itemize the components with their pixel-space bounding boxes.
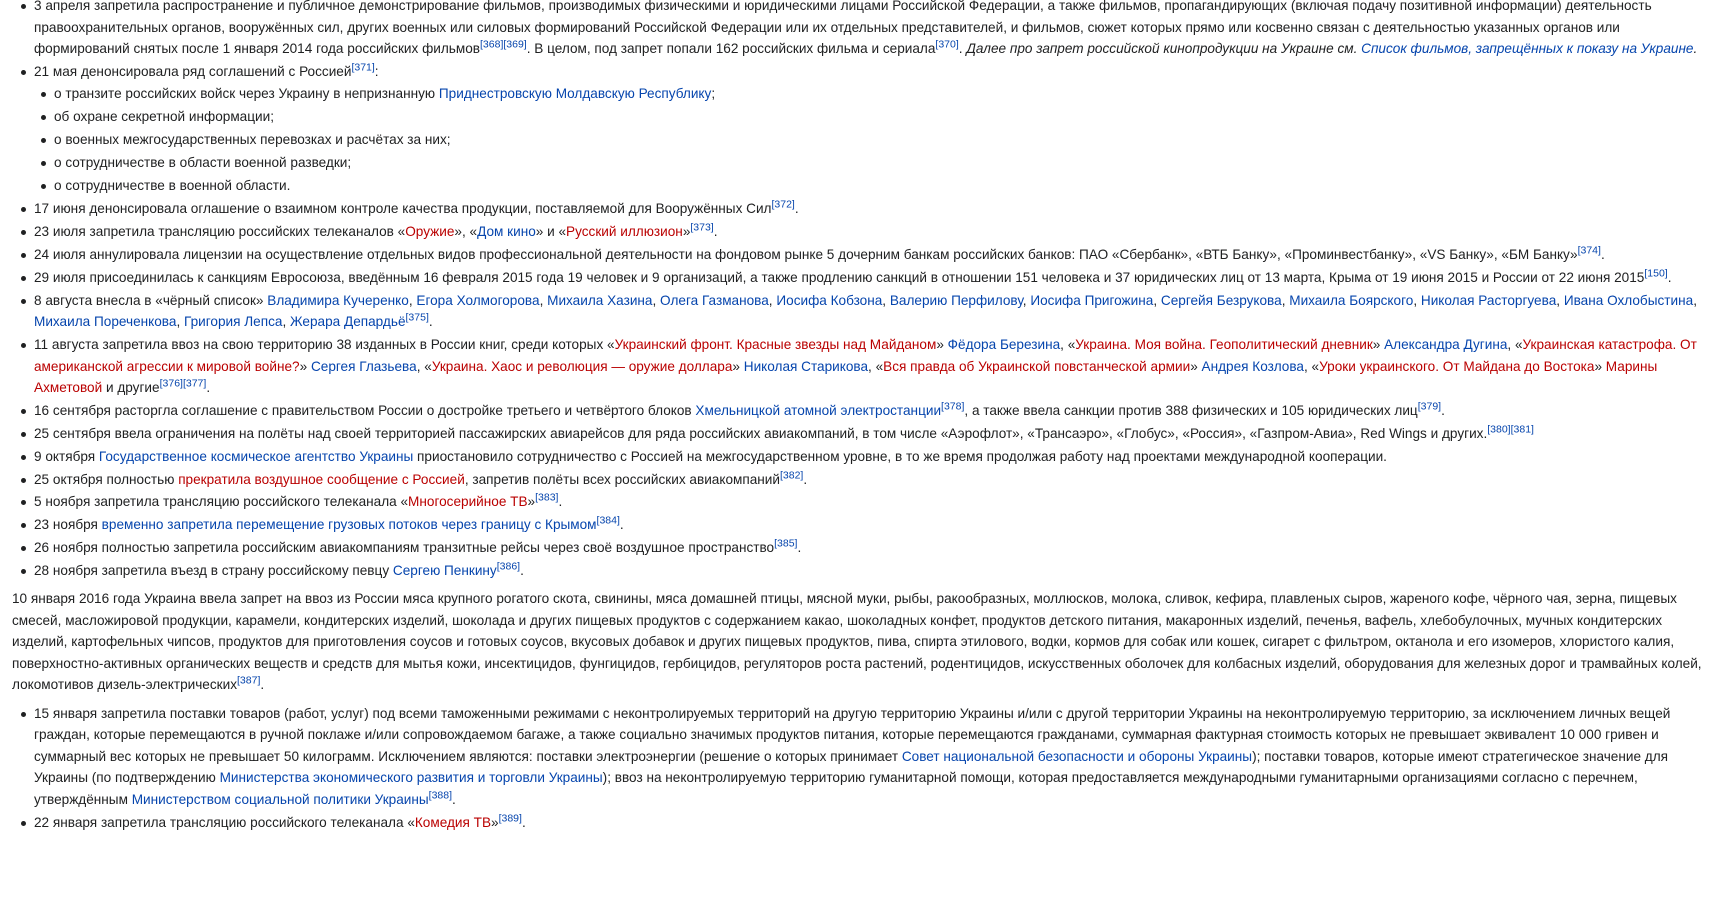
list-item xyxy=(34,267,1710,289)
wiki-link[interactable]: Михаила Пореченкова xyxy=(34,314,177,330)
wiki-link[interactable]: Александра Дугина xyxy=(1384,337,1508,353)
wiki-link[interactable]: Николая Расторгуева xyxy=(1420,292,1557,308)
sub-list xyxy=(34,83,1710,196)
text-span: . xyxy=(520,562,524,578)
food-ban-paragraph xyxy=(12,588,1710,696)
wiki-link[interactable]: Михаила Боярского xyxy=(1289,292,1414,308)
text-span: . xyxy=(1667,269,1672,285)
text-span: » xyxy=(936,337,948,353)
reference-sup xyxy=(406,312,429,324)
text-span: . xyxy=(452,791,456,807)
reference-sup xyxy=(774,538,797,550)
wiki-link[interactable]: Совет национальной безопасности и обороны Украины xyxy=(901,748,1253,764)
wiki-link[interactable]: Владимира Кучеренко xyxy=(267,292,409,308)
list-item xyxy=(34,446,1710,468)
text-span: » xyxy=(527,494,536,510)
text-span: , xyxy=(1281,292,1290,308)
text-span: 23 июля запретила трансляцию российских телеканалов « xyxy=(34,224,406,240)
reference-link[interactable]: [381] xyxy=(1510,423,1534,436)
list-item xyxy=(34,221,1710,243)
text-span: 16 сентября расторгла соглашение с правительством России о достройке третьего и четвёртого блоков xyxy=(34,402,696,418)
list-item xyxy=(34,423,1710,445)
reference-link[interactable]: [378] xyxy=(941,400,965,413)
wiki-link[interactable]: Жерара Депардьё xyxy=(290,314,406,330)
text-span: , « xyxy=(868,358,884,374)
text-span: , xyxy=(882,292,890,308)
text-span: 15 января запретила поставки товаров (работ, услуг) под всеми таможенными режимами с неконтролируемых территорий на другую территорию Украины и/или с другой территории Украины на неконтролируемую территорию, за исключением личных вещей граждан, которые перемещаются в ручной поклаже и/или сопровождаемом багаже, а также социально значимых продуктов питания, которые перемещаются гражданами, суммарная фактурная стоимость которых не превышает эквивалент 10 000 гривен и суммарный вес которых не превышает 50 килограмм. Исключением являются: поставки электроэнергии (решение о которых принимает xyxy=(34,705,1671,764)
redlink[interactable]: Украинская катастрофа. От американской агрессии к мировой войне? xyxy=(34,337,1697,374)
text-span: ); поставки товаров, которые имеют стратегическое значение для Украины (по подтверждению xyxy=(34,748,1669,786)
reference-sup xyxy=(499,812,522,824)
text-span: , « xyxy=(1303,358,1320,374)
text-span: , а также ввела санкции против 388 физических и 105 юридических лиц xyxy=(964,402,1418,418)
reference-link[interactable]: [388] xyxy=(428,789,453,802)
wiki-link[interactable]: Григория Лепса xyxy=(184,314,283,330)
list-item xyxy=(34,812,1710,834)
list-item xyxy=(34,514,1710,536)
text-span: 29 июля присоединилась к санкциям Евросоюза, введённым 16 февраля 2015 года 19 человек и 9 организаций, а также продлению санкций в отношении 151 человека и 37 юридических лиц от 13 марта, Крыма от 19 июня 2015 и России от 22 июня 2015 xyxy=(34,269,1645,285)
redlink[interactable]: Уроки украинского. От Майдана до Востока xyxy=(1319,358,1595,374)
text-span: » xyxy=(491,814,499,830)
wiki-link[interactable]: Иосифа Кобзона xyxy=(776,292,883,308)
reference-sup xyxy=(772,199,795,211)
wiki-link[interactable]: Сергею Пенкину xyxy=(392,562,497,578)
text-span: . xyxy=(260,677,265,693)
text-span: . xyxy=(1441,402,1445,418)
wiki-link[interactable]: Сергея Глазьева xyxy=(310,358,417,374)
reference-sup xyxy=(935,38,958,50)
reference-link[interactable]: [380] xyxy=(1487,423,1511,436)
reference-link[interactable]: [369] xyxy=(503,38,527,51)
text-span: » и « xyxy=(535,224,567,240)
redlink[interactable]: Вся правда об Украинской повстанческой армии xyxy=(883,358,1191,374)
text-span: , xyxy=(282,314,291,330)
wiki-link[interactable]: Государственное космическое агентство Украины xyxy=(98,448,414,464)
redlink[interactable]: Многосерийное ТВ xyxy=(408,494,528,510)
text-span: , xyxy=(1693,292,1697,308)
redlink[interactable]: Комедия ТВ xyxy=(414,814,492,830)
redlink[interactable]: Русский иллюзион xyxy=(566,224,683,240)
reference-link[interactable]: [150] xyxy=(1644,267,1668,280)
text-span: 26 ноября полностью запретила российским авиакомпаниям транзитные рейсы через своё воздушное пространство xyxy=(34,540,775,556)
reference-link[interactable]: [371] xyxy=(351,61,375,74)
wiki-link[interactable]: Иосифа Пригожина xyxy=(1030,292,1154,308)
text-span: . xyxy=(1600,247,1605,263)
reference-link[interactable]: [382] xyxy=(779,469,804,481)
reference-link[interactable]: [373] xyxy=(690,221,714,234)
sub-list-item xyxy=(54,83,1710,105)
wiki-link[interactable]: Валерию Перфилову xyxy=(889,292,1023,308)
wiki-link[interactable]: Николая Старикова xyxy=(743,358,869,374)
wiki-link[interactable]: Фёдора Березина xyxy=(947,337,1061,353)
redlink[interactable]: Украина. Хаос и революция — оружие доллара xyxy=(431,358,733,374)
text-span: 22 января запретила трансляцию российского телеканала « xyxy=(34,814,415,830)
list-item xyxy=(34,244,1710,266)
text-span: о сотрудничестве в области военной разведки; xyxy=(54,154,352,170)
reference-link[interactable]: [377] xyxy=(182,377,207,390)
redlink[interactable]: Марины Ахметовой xyxy=(34,358,1658,396)
text-span: , xyxy=(176,314,184,330)
text-span: 28 ноября запретила въезд в страну российскому певцу xyxy=(34,562,393,578)
redlink[interactable]: Оружие xyxy=(405,224,455,240)
sanctions-list-2016 xyxy=(12,703,1710,833)
wiki-link[interactable]: Список фильмов, запрещённых к показу на Украине xyxy=(1361,41,1694,56)
text-span: о сотрудничестве в военной области. xyxy=(54,177,291,193)
reference-sup xyxy=(237,675,260,687)
text-span: , xyxy=(1556,292,1564,308)
text-span: . xyxy=(713,224,718,240)
reference-sup xyxy=(941,400,964,412)
text-span: » xyxy=(299,358,311,374)
reference-sup xyxy=(1418,400,1441,412)
text-span: . xyxy=(958,41,967,56)
list-item xyxy=(34,560,1710,582)
list-item xyxy=(34,334,1710,399)
text-span: 25 октября полностью xyxy=(34,471,179,487)
text-span: » xyxy=(682,224,691,240)
list-item xyxy=(34,61,1710,196)
text-span: » xyxy=(1190,358,1202,374)
text-span: . xyxy=(794,201,799,217)
list-item xyxy=(34,0,1710,60)
text-span: 23 ноября xyxy=(34,517,102,533)
wiki-link[interactable]: Андрея Козлова xyxy=(1201,358,1304,374)
reference-sup xyxy=(535,492,558,504)
text-span: 24 июля аннулировала лицензии на осуществление отдельных видов профессиональной деятельности на фондовом рынке 5 дочерним банкам российских банков: ПАО «Сбербанк», «ВТБ Банку», «Проминвестбанку», «VS Банку», «БМ Банку» xyxy=(34,247,1578,263)
italic-note: . xyxy=(1693,41,1698,56)
text-span: : xyxy=(374,63,379,79)
text-span: 5 ноября запретила трансляцию российского телеканала « xyxy=(34,494,409,510)
text-span: , xyxy=(1153,292,1161,308)
reference-sup xyxy=(780,469,803,481)
text-span: . В целом, под запрет попали 162 российских фильма и сериала xyxy=(526,41,936,56)
text-span: приостановило сотрудничество с Россией на межгосударственном уровне, в то же время продолжая работу над проектами международной кооперации. xyxy=(413,448,1387,464)
list-item xyxy=(34,703,1710,811)
wiki-link[interactable]: Министерства экономического развития и торговли Украины xyxy=(219,770,603,786)
reference-sup xyxy=(690,222,713,234)
redlink[interactable]: прекратила воздушное сообщение с Россией xyxy=(178,471,465,487)
text-span: , « xyxy=(1060,337,1076,353)
text-span: » xyxy=(732,358,744,374)
wiki-link[interactable]: Хмельницкой атомной электростанции xyxy=(695,402,942,418)
reference-link[interactable]: [386] xyxy=(496,560,521,573)
text-span: » xyxy=(1372,337,1385,353)
italic-note: Далее про запрет российской кинопродукции на Украине см. xyxy=(966,41,1362,56)
list-item xyxy=(34,537,1710,559)
reference-sup xyxy=(1578,244,1601,256)
text-span: . xyxy=(797,540,802,556)
reference-link[interactable]: [383] xyxy=(535,491,559,504)
text-span: 8 августа внесла в «чёрный список» xyxy=(34,292,268,308)
text-span: . xyxy=(206,380,211,396)
text-span: , xyxy=(1022,292,1031,308)
reference-link[interactable]: [384] xyxy=(596,514,620,527)
wiki-link[interactable]: Егора Холмогорова xyxy=(416,292,540,308)
reference-sup xyxy=(497,560,520,572)
list-item xyxy=(34,491,1710,513)
text-span: , xyxy=(768,292,777,308)
text-span: о военных межгосударственных перевозках и расчётах за них; xyxy=(54,132,451,148)
text-span: , xyxy=(539,292,548,308)
text-span: , запретив полёты всех российских авиакомпаний xyxy=(464,471,780,487)
reference-link[interactable]: [375] xyxy=(405,311,429,324)
wiki-link[interactable]: Михаила Хазина xyxy=(547,292,653,308)
reference-link[interactable]: [368] xyxy=(480,38,504,51)
list-item xyxy=(34,400,1710,422)
text-span: , « xyxy=(1507,337,1523,353)
text-span: ; xyxy=(711,86,716,102)
text-span: », « xyxy=(454,224,478,240)
reference-sup xyxy=(1511,423,1534,435)
reference-link[interactable]: [370] xyxy=(935,38,959,51)
text-span: . xyxy=(803,471,808,487)
reference-sup xyxy=(351,61,374,73)
text-span: , xyxy=(652,292,661,308)
text-span: 9 октября xyxy=(34,448,99,464)
list-item xyxy=(34,290,1710,333)
text-span: 21 мая денонсировала ряд соглашений с Россией xyxy=(34,63,352,79)
reference-link[interactable]: [379] xyxy=(1417,400,1442,413)
text-span: 10 января 2016 года Украина ввела запрет на ввоз из России мяса крупного рогатого скота, свинины, мяса домашней птицы, мясной муки, рыбы, ракообразных, моллюсков, молока, сливок, кефира, плавленых сыров, жареного кофе, чёрного чая, зерна, пищевых смесей, масложировой продукции, карамели, кондитерских изделий, шоколада и других пищевых продуктов с содержанием какао, шоколадных конфет, продуктов детского питания, макаронных изделий, печенья, вафель, хлебобулочных, мучных кондитерских изделий, картофельных чипсов, продуктов для приготовления соусов и готовых соусов, вкусовых добавок и других пищевых продуктов, пива, спирта этилового, водки, кормов для собак или кошек, сигарет с фильтром, октанола и его изомеров, хлористого калия, поверхностно-активных органических веществ и средств для мытья кожи, инсектицидов, фунгицидов, гербицидов, регуляторов роста растений, родентицидов, искусственных оболочек для колбасных изделий, оборудования для железных дорог и трамвайных колей, локомотивов дизель-электрических xyxy=(12,591,1702,693)
reference-link[interactable]: [389] xyxy=(498,812,522,825)
reference-sup xyxy=(597,515,620,527)
redlink[interactable]: Украина. Моя война. Геополитический дневник xyxy=(1075,337,1373,353)
wiki-link[interactable]: временно запретила перемещение грузовых потоков через границу с Крымом xyxy=(101,517,597,533)
text-span: , « xyxy=(416,358,432,374)
sub-list-item xyxy=(54,175,1710,197)
text-span: 11 августа запретила ввоз на свою территорию 38 изданных в России книг, среди которых « xyxy=(34,337,615,353)
wiki-link[interactable]: Министерством социальной политики Украины xyxy=(131,791,429,807)
wiki-link[interactable]: Дом кино xyxy=(477,224,536,240)
text-span: » xyxy=(1594,358,1606,374)
text-span: . xyxy=(558,494,563,510)
reference-sup xyxy=(480,38,503,50)
sub-list-item xyxy=(54,106,1710,128)
text-span: ); ввоз на неконтролируемую территорию гуманитарной помощи, которая предоставляется международными гуманитарными организациями согласно с перечнем, утверждённым xyxy=(34,770,1638,807)
reference-link[interactable]: [385] xyxy=(774,537,798,550)
wiki-link[interactable]: Приднестровскую Молдавскую Республику xyxy=(438,86,712,102)
reference-link[interactable]: [387] xyxy=(237,674,261,687)
sub-list-item xyxy=(54,152,1710,174)
text-span: . xyxy=(428,314,433,330)
text-span: , xyxy=(1413,292,1421,308)
text-span: и другие xyxy=(102,380,160,396)
text-span: , xyxy=(408,292,417,308)
reference-sup xyxy=(503,38,526,50)
reference-sup xyxy=(429,789,452,801)
text-span: . xyxy=(619,517,624,533)
text-span: . xyxy=(521,814,526,830)
wiki-link[interactable]: Олега Газманова xyxy=(660,292,769,308)
wiki-link[interactable]: Сергейя Безрукова xyxy=(1160,292,1282,308)
text-span: 25 сентября ввела ограничения на полёты над своей территорией пассажирских авиарейсов для ряда российских авиакомпаний, в том числе «Аэрофлот», «Трансаэро», «Глобус», «Россия», «Газпром-Авиа», Red Wings и других. xyxy=(34,425,1488,441)
text-span: об охране секретной информации; xyxy=(54,109,274,125)
reference-sup xyxy=(183,378,206,390)
list-item xyxy=(34,469,1710,491)
sanctions-list-2015 xyxy=(12,0,1710,581)
reference-link[interactable]: [374] xyxy=(1577,244,1601,257)
text-span: о транзите российских войск через Украину в непризнанную xyxy=(54,86,439,102)
wiki-link[interactable]: Ивана Охлобыстина xyxy=(1563,292,1694,308)
sub-list-item xyxy=(54,129,1710,151)
reference-sup xyxy=(160,378,183,390)
reference-link[interactable]: [372] xyxy=(771,198,795,211)
text-span: 3 апреля запретила распространение и публичное демонстрирование фильмов, производимых физическими и юридическими лицами Российской Федерации, а также фильмов, пропагандирующих (включая подачу позитивной информации) деятельность правоохранительных органов, вооружённых сил, других военных или силовых формирований Российской Федерации или их отдельных представителей, и фильмов, сюжет которых прямо или косвенно связан с деятельностью указанных органов или формирований снятых после 1 января 2014 года российских фильмов xyxy=(34,0,1652,56)
redlink[interactable]: Украинский фронт. Красные звезды над Майданом xyxy=(614,337,937,353)
text-span: 17 июня денонсировала оглашение о взаимном контроле качества продукции, поставляемой для Вооружённых Сил xyxy=(34,201,772,217)
reference-sup xyxy=(1487,423,1510,435)
list-item xyxy=(34,198,1710,220)
reference-link[interactable]: [376] xyxy=(159,377,183,390)
reference-sup xyxy=(1644,267,1667,279)
